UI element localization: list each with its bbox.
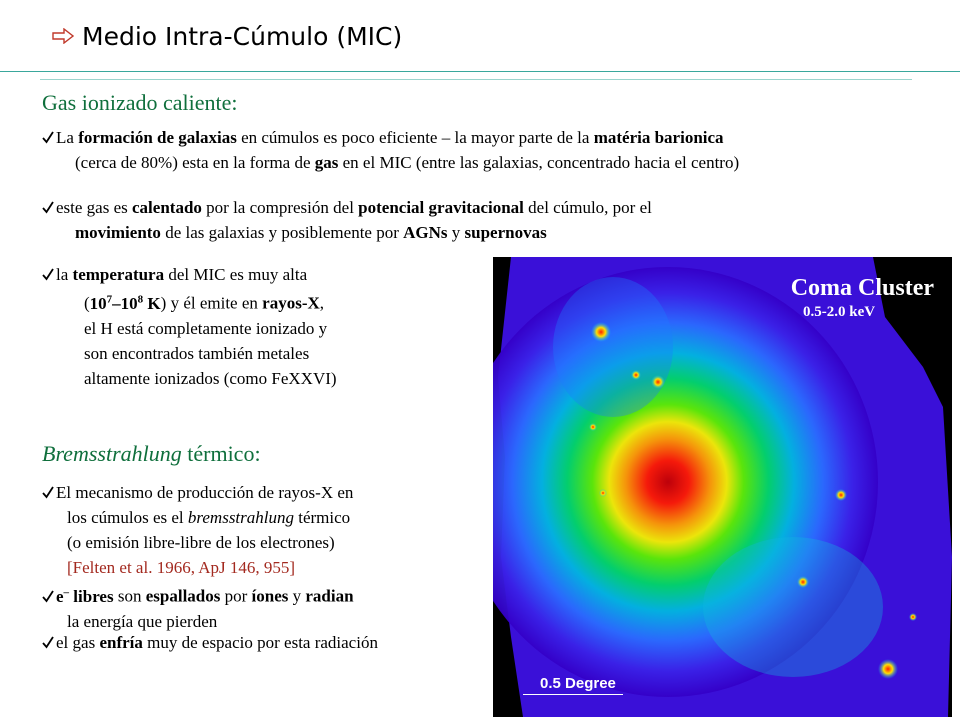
check-icon <box>42 486 54 499</box>
image-title: Coma Cluster <box>790 275 934 301</box>
check-icon <box>42 636 54 649</box>
xray-emission-map <box>493 257 952 717</box>
bullet-cooling: el gas enfría muy de espacio por esta radiación <box>42 630 378 655</box>
citation-felten: [Felten et al. 1966, ApJ 146, 955] <box>67 558 296 577</box>
title-divider-light <box>40 79 912 80</box>
bullet-temperature: la temperatura del MIC es muy alta ($10^7-10^8$ K) y él emite en rayos-X, el H está completamente ionizado y son encontrados también metales altamente ionizados (como FeXXVI) <box>42 262 337 391</box>
check-icon <box>42 268 54 281</box>
slide-title-text: Medio Intra-Cúmulo (MIC) <box>82 22 403 51</box>
bullet-mechanism: El mecanismo de producción de rayos-X en los cúmulos es el bremsstrahlung térmico (o emisión libre-libre de los electrones) [Felten et al. 1966, ApJ 146, 955] <box>42 480 353 580</box>
check-icon <box>42 201 54 214</box>
image-scale-label: 0.5 Degree <box>540 675 616 692</box>
coma-cluster-xray-image <box>493 257 952 717</box>
section-heading-gas: Gas ionizado caliente: <box>42 90 238 115</box>
check-icon <box>42 590 54 603</box>
bullet-electrons: e– libres son espallados por íones y radian la energía que pierden <box>42 580 354 634</box>
section-heading-bremsstrahlung: Bremsstrahlung térmico: <box>42 441 261 466</box>
bullet-galaxy-formation: La formación de galaxias en cúmulos es poco eficiente – la mayor parte de la matéria barionica (cerca de 80%) esta en la forma de gas en el MIC (entre las galaxias, concentrado hacia el centro) <box>42 125 739 175</box>
check-icon <box>42 131 54 144</box>
slide-title <box>52 22 402 51</box>
right-arrow-icon <box>52 28 74 44</box>
image-band: 0.5-2.0 keV <box>803 304 876 320</box>
bullet-heating: este gas es calentado por la compresión del potencial gravitacional del cúmulo, por el movimiento de las galaxias y posiblemente por AGNs y supernovas <box>42 195 652 245</box>
scale-bar <box>523 694 623 695</box>
title-divider <box>0 71 960 72</box>
